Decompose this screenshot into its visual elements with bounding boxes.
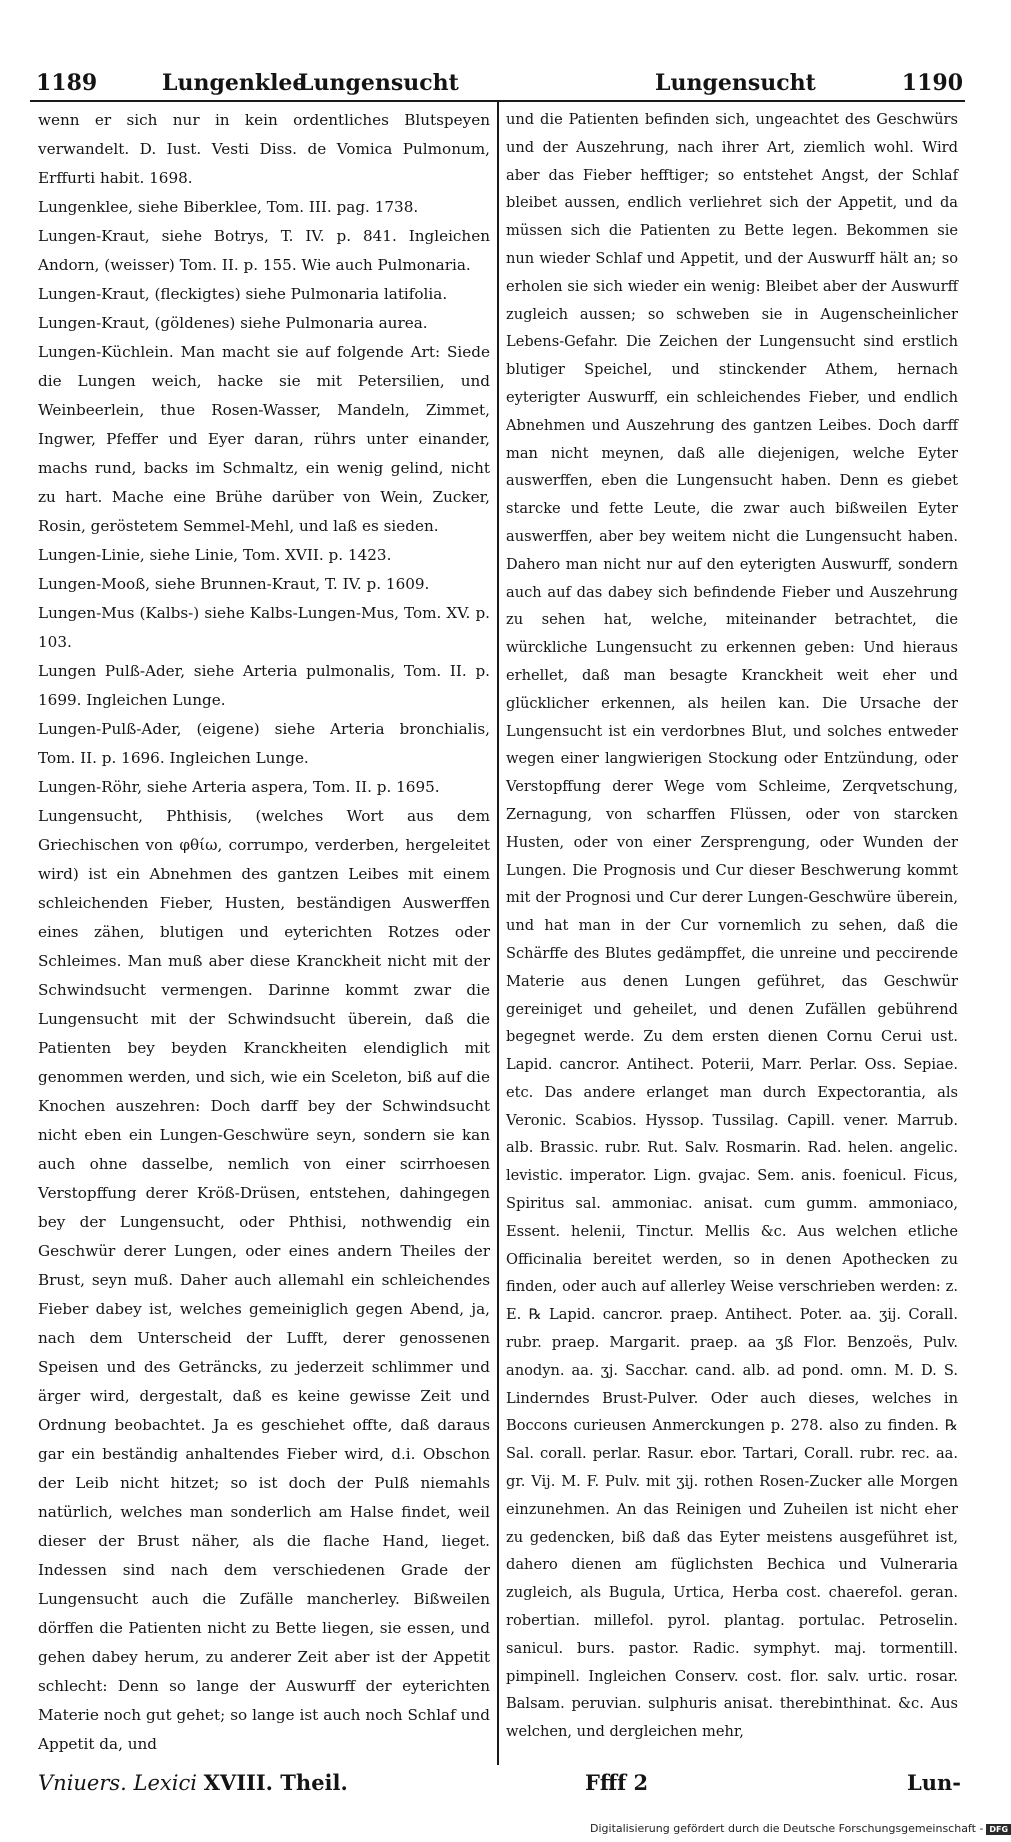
entry-lungen-kraut-fleckigtes: Lungen-Kraut, (fleckigtes) siehe Pulmonaria latifolia. — [38, 285, 448, 303]
entry-lungensucht: Lungensucht, Phthisis, (welches Wort aus dem Griechischen von φθίω, corrumpo, verderben, hergeleitet wird) ist ein Abnehmen des gantzen Leibes mit einem schleichenden Fieber, Husten, beständigen Auswerffen eines zähen, blutigen und eyterichten Rotzes oder Schleimes. Man muß aber diese Kranckheit nicht mit der Schwindsucht vermengen. Darinne kommt zwar die Lungensucht mit der Schwindsucht überein, daß die Patienten bey beyden Kranckheiten elendiglich mit genommen werden, und sich, wie ein Sceleton, biß auf die Knochen auszehren: Doch darff bey der Schwindsucht nicht eben ein Lungen-Geschwüre seyn, sondern sie kan auch ohne dasselbe, nemlich von einer scirrhoesen Verstopffung derer Kröß-Drüsen, entstehen, dahingegen bey der Lungensucht, oder Phthisi, nothwendig ein Geschwür derer Lungen, oder eines andern Theiles der Brust, seyn muß. Daher auch allemahl ein schleichendes Fieber dabey ist, welches gemeiniglich gegen Abend, ja, nach dem Unterscheid der Lufft, derer genossenen Speisen und des Geträncks, zu jederzeit schlimmer und ärger wird, dergestalt, daß es keine gewisse Zeit und Ordnung beobachtet. Ja es geschiehet offte, daß daraus gar ein beständig anhaltendes Fieber wird, d.i. Obschon der Leib nicht hitzet; so ist doch der Pulß niemahls natürlich, welches man sonderlich am Halse findet, weil dieser der Brust näher, als die flache Hand, lieget. Indessen sind nach dem verschiedenen Grade der Lungensucht auch die Zufälle mancherley. Bißweilen dörffen die Patienten nicht zu Bette liegen, sie essen, und gehen dabey herum, zu anderer Zeit aber ist der Appetit schlecht: Denn so lange der Auswurff der eyterichten Materie noch gut gehet; so lange ist auch noch Schlaf und Appetit da, und — [38, 807, 490, 1753]
entry-lungen-kraut: Lungen-Kraut, siehe Botrys, T. IV. p. 841. Ingleichen Andorn, (weisser) Tom. II. p. 155. Wie auch Pulmonaria. — [38, 227, 490, 274]
entry-lungen-eiter-end: wenn er sich nur in kein ordentliches Blutspeyen verwandelt. D. Iust. Vesti Diss. de Vomica Pulmonum, Erffurti habit. 1698. — [38, 111, 490, 187]
digitization-credit — [590, 1822, 1009, 1840]
header-keyword-third: Lungensucht — [655, 70, 816, 96]
entry-lungen-pulss-ader-eigene: Lungen-Pulß-Ader, (eigene) siehe Arteria bronchialis, Tom. II. p. 1696. Ingleichen Lunge. — [38, 720, 490, 767]
entry-lungen-mus: Lungen-Mus (Kalbs-) siehe Kalbs-Lungen-Mus, Tom. XV. p. 103. — [38, 604, 490, 651]
entry-lungensucht-continued: und die Patienten befinden sich, ungeachtet des Geschwürs und der Auszehrung, nach ihrer Art, ziemlich wohl. Wird aber das Fieber hefftiger; so entstehet Angst, der Schlaf bleibet aussen, endlich verliehret sich der Appetit, und da müssen sich die Patienten zu Bette legen. Bekommen sie nun wieder Schlaf und Appetit, und der Auswurff hält an; so erholen sie sich wieder ein wenig: Bleibet aber der Auswurff zugleich aussen; so schweben sie in Augenscheinlicher Lebens-Gefahr. Die Zeichen der Lungensucht sind erstlich blutiger Speichel, und stinckender Athem, hernach eyterigter Auswurff, ein schleichendes Fieber, und endlich Abnehmen und Auszehrung des gantzen Leibes. Doch darff man nicht meynen, daß alle diejenigen, welche Eyter auswerffen, eben die Lungensucht haben. Denn es giebet starcke und fette Leute, die zwar auch bißweilen Eyter auswerffen, aber bey weitem nicht die Lungensucht haben. Dahero man nicht nur auf den eyterigten Auswurff, sondern auch auf das dabey sich befindende Fieber und Auszehrung zu sehen hat, welche, miteinander betrachtet, die würckliche Lungensucht zu erkennen geben: Und hieraus erhellet, daß man besagte Kranckheit weit eher und glücklicher erkennen, als heilen kan. Die Ursache der Lungensucht ist ein verdorbnes Blut, und solches entweder wegen einer langwierigen Stockung oder Entzündung, oder Verstopffung derer Wege vom Schleime, Zerqvetschung, Zernagung, von scharffen Flüssen, oder von starcken Husten, oder von einer Zersprengung, oder Wunden der Lungen. Die Prognosis und Cur dieser Beschwerung kommt mit der Prognosi und Cur derer Lungen-Geschwüre überein, und hat man in der Cur vornemlich zu sehen, daß die Schärffe des Blutes gedämpffet, die unreine und peccirende Materie aus denen Lungen geführet, das Geschwür gereiniget und geheilet, und denen Zufällen gebührend begegnet werde. Zu dem ersten dienen Cornu Cerui ust. Lapid. cancror. Antihect. Poterii, Marr. Perlar. Oss. Sepiae. etc. Das andere erlanget man durch Expectorantia, als Veronic. Scabios. Hyssop. Tussilag. Capill. vener. Marrub. alb. Brassic. rubr. Rut. Salv. Rosmarin. Rad. helen. angelic. levistic. imperator. Lign. gvajac. Sem. anis. foenicul. Ficus, Spiritus sal. ammoniac. anisat. cum gumm. ammoniaco, Essent. helenii, Tinctur. Mellis &c. Aus welchen etliche Officinalia bereitet werden, so in denen Apothecken zu finden, oder auch auf allerley Weise verschrieben werden: z. E. ℞ Lapid. cancror. praep. Antihect. Poter. aa. ʒij. Corall. rubr. praep. Margarit. praep. aa ʒß Flor. Benzoës, Pulv. anodyn. aa. ʒj. Sacchar. cand. alb. ad pond. omn. M. D. S. Linderndes Brust-Pulver. Oder auch dieses, welches in Boccons curieusen Anmerckungen p. 278. also zu finden. ℞ Sal. corall. perlar. Rasur. ebor. Tartari, Corall. rubr. rec. aa. gr. Vij. M. F. Pulv. mit ʒij. rothen Rosen-Zucker alle Morgen einzunehmen. An das Reinigen und Zuheilen ist nicht eher zu gedencken, biß daß das Eyter meistens ausgeführet ist, dahero dienen am füglichsten Bechica und Vulneraria zugleich, als Bugula, Urtica, Herba cost. chaerefol. geran. robertian. millefol. pyrol. plantag. portulac. Petroselin. sanicul. burs. pastor. Radic. symphyt. maj. tormentill. pimpinell. Ingleichen Conserv. cost. flor. salv. urtic. rosar. Balsam. peruvian. sulphuris anisat. therebinthinat. &c. Aus welchen, und dergleichen mehr, — [506, 111, 958, 1741]
gathering-mark: Ffff 2 — [585, 1770, 649, 1795]
entry-lungen-mooss: Lungen-Mooß, siehe Brunnen-Kraut, T. IV. p. 1609. — [38, 575, 430, 593]
entry-lungenklee: Lungenklee, siehe Biberklee, Tom. III. pag. 1738. — [38, 198, 419, 216]
signature-line — [38, 1770, 348, 1795]
entry-lungen-pulss-ader: Lungen Pulß-Ader, siehe Arteria pulmonalis, Tom. II. p. 1699. Ingleichen Lunge. — [38, 662, 490, 709]
entry-lungen-kuechlein: Lungen-Küchlein. Man macht sie auf folgende Art: Siede die Lungen weich, hacke sie mit Petersilien, und Weinbeerlein, thue Rosen-Wasser, Mandeln, Zimmet, Ingwer, Pfeffer und Eyer daran, rührs unter einander, machs rund, backs im Schmaltz, ein wenig gelind, nicht zu hart. Mache eine Brühe darüber von Wein, Zucker, Rosin, geröstetem Semmel-Mehl, und laß es sieden. — [38, 343, 490, 535]
entry-lungen-kraut-goeldenes: Lungen-Kraut, (göldenes) siehe Pulmonaria aurea. — [38, 314, 428, 332]
signature-bold: XVIII. Theil. — [203, 1770, 348, 1795]
left-column — [38, 106, 490, 1759]
catchword: Lun- — [906, 1770, 961, 1795]
page-footer — [30, 1770, 965, 1806]
left-page-number: 1189 — [36, 70, 98, 96]
header-keyword-first: Lungenklee — [162, 70, 307, 96]
dfg-logo-icon: DFG — [986, 1824, 1011, 1835]
credit-text: Digitalisierung gefördert durch die Deutsche Forschungsgemeinschaft - — [590, 1822, 984, 1835]
entry-lungen-roehr: Lungen-Röhr, siehe Arteria aspera, Tom. II. p. 1695. — [38, 778, 440, 796]
right-column — [506, 106, 958, 1746]
header-keyword-second: Lungensucht — [298, 70, 459, 96]
right-page-number: 1190 — [901, 70, 963, 96]
column-divider — [497, 102, 499, 1765]
entry-lungen-linie: Lungen-Linie, siehe Linie, Tom. XVII. p. 1423. — [38, 546, 392, 564]
running-header — [30, 64, 965, 104]
signature-italic: Vniuers. Lexici — [38, 1771, 197, 1795]
